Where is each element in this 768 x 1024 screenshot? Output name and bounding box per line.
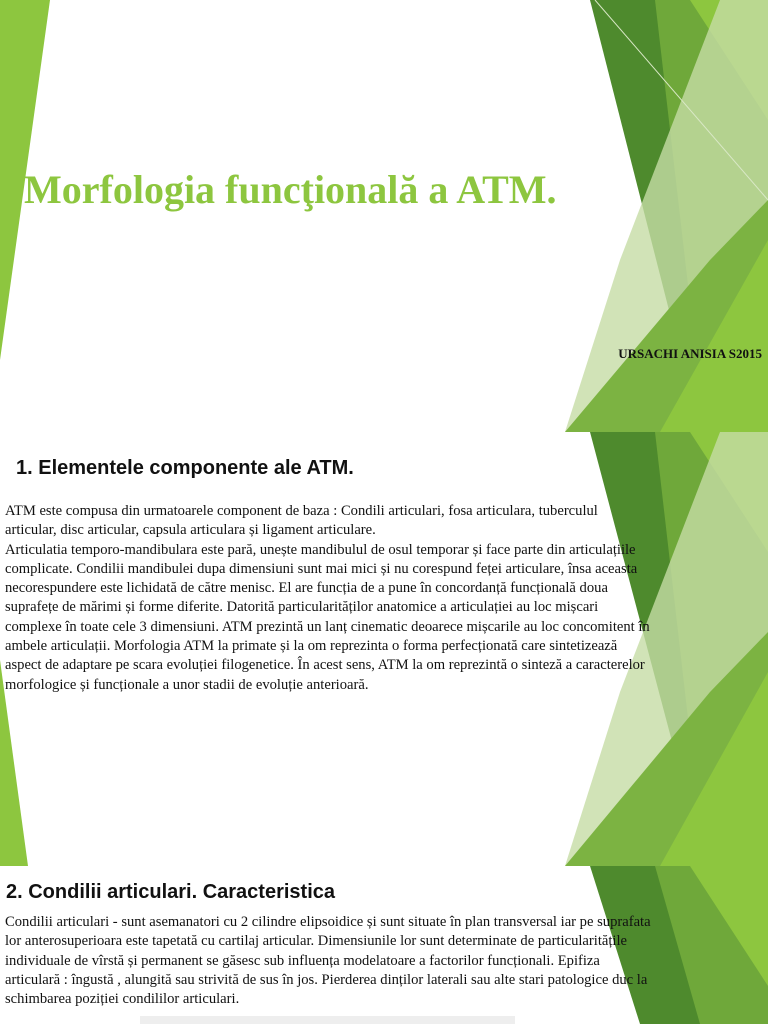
author-name: URSACHI ANISIA S2015	[618, 346, 762, 361]
slide-title	[0, 0, 768, 432]
paragraph: Condilii articulari - sunt asemanatori cu 2 cilindre elipsoidice și sunt situate în plan transversal iar pe suprafata lor anterosuperioara este tapetată cu cartilaj articular. Dimensiunile lor sunt determinate de particularitățile individuale de vîrstă și permanent se găsesc sub influența modelatoare a factorilor funcționali. Epifiza articulară : îngustă , alungită sau strivită de sus în jos. Pierderea dinților laterali sau alte stari patologice duc la schimbarea poziției condililor articulari.	[5, 914, 651, 1008]
slide-condyles	[0, 866, 768, 1024]
slide-elements	[0, 432, 768, 866]
paragraph: ATM este compusa din urmatoarele component de baza : Condili articulari, fosa articulara, tuberculul articular, disc articular, capsula articulara și ligament articulare.	[5, 503, 598, 539]
section-heading: 2. Condilii articulari. Caracteristica	[6, 881, 336, 903]
section-body	[5, 913, 653, 1009]
bottom-divider	[140, 1016, 515, 1024]
section-body	[5, 502, 653, 695]
presentation-title: Morfologia funcţională a ATM.	[24, 167, 557, 212]
section-heading: 1. Elementele componente ale ATM.	[16, 457, 354, 479]
decorative-green-shapes	[0, 0, 768, 432]
paragraph: Articulatia temporo-mandibulara este pară, unește mandibulul de osul temporar și face parte din articulațiile complicate. Condilii mandibulei dupa dimensiuni sunt mai mici și nu corespund feței articulare, însa aceasta necorespundere este lichidată de către menisc. El are funcția de a pune în concordanță funcțională doua suprafețe de mărimi și forme diferite. Datorită particularităților anatomice a articulației au loc mișcari complexe în toate cele 3 dimensiuni. ATM prezintă un lanț cinematic deoarece mișcarile au loc concomitent în ambele articulații. Morfologia ATM la primate și la om reprezinta o forma perfecționată care sintetizează aspect de adaptare pe scara evoluției filogenetice. În acest sens, ATM la om reprezintă o sinteză a caracterelor morfologice și funcționale a unor stadii de evoluție anterioară.	[5, 541, 650, 693]
